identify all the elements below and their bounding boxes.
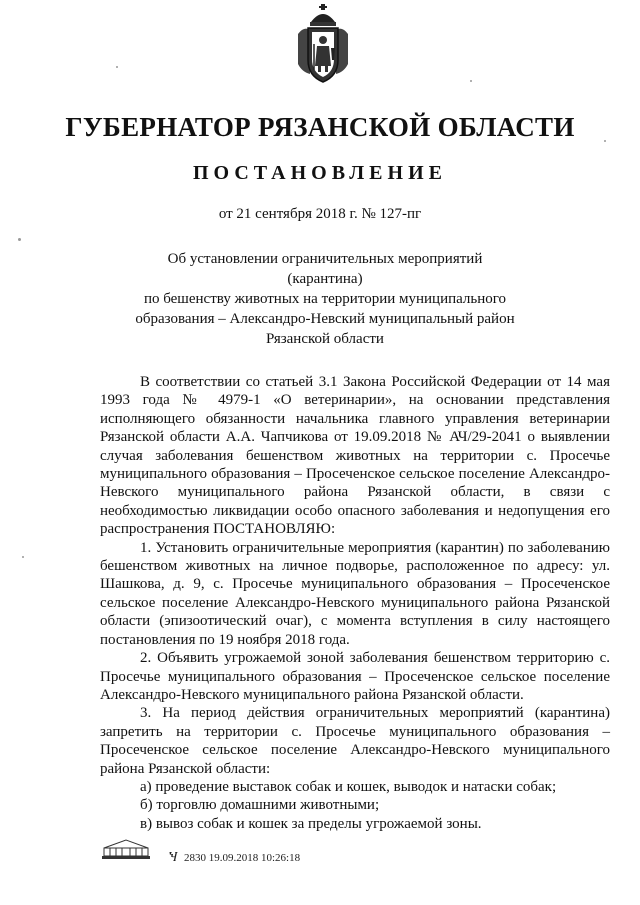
item-2-paragraph: 2. Объявить угрожаемой зоной заболевания бешенством территорию с. Просечье муниципального образования – Просеченское сельское поселение Александро-Невского муниципального района Рязанской области. xyxy=(100,650,610,703)
preamble-paragraph: В соответствии со статьей 3.1 Закона Российской Федерации от 14 мая 1993 года № 4979-1 «О ветеринарии», на основании представления исполняющего обязанности начальника главного управления ветеринарии Рязанской области А.А. Чапчикова от 19.09.2018 № АЧ/29-2041 о выявлении случая заболевания бешенством животных на территории с. Просечье муниципального образования – Просеченское сельское поселение Александро-Невского муниципального района Рязанской области, в связи с необходимостью ликвидации особо опасного заболевания и недопущения его распространения ПОСТАНОВЛЯЮ: xyxy=(100,374,610,538)
coat-of-arms-icon xyxy=(294,4,352,84)
document-subject xyxy=(130,249,520,349)
scan-speck xyxy=(18,238,21,241)
item-3-paragraph: 3. На период действия ограничительных мероприятий (карантина) запретить на территории с. Просечье муниципального образования – Просеченское сельское поселение Александро-Невского муниципального района Рязанской области: xyxy=(100,705,610,777)
item-3a-paragraph: а) проведение выставок собак и кошек, выводок и натаски собак; xyxy=(140,778,557,795)
item-1-paragraph: 1. Установить ограничительные мероприятия (карантин) по заболеванию бешенством животных на личное подворье, расположенное по адресу: ул. Шашкова, д. 9, с. Просечье муниципального образования – Просеченское сельское поселение Александро-Невского муниципального района Рязанской области (эпизоотический очаг), с момента вступления в силу настоящего постановления по 19 ноября 2018 года. xyxy=(100,539,610,648)
scan-speck xyxy=(116,66,118,68)
registration-timestamp: 19.09.2018 10:26:18 xyxy=(208,852,301,864)
item-3b-paragraph: б) торговлю домашними животными; xyxy=(140,797,380,814)
building-stamp-icon xyxy=(100,838,152,860)
scan-speck xyxy=(470,80,472,82)
date-number: от 21 сентября 2018 г. № 127-пг xyxy=(218,206,422,222)
subject-line: Об установлении ограничительных мероприятий (карантина) xyxy=(167,251,483,287)
item-3c-paragraph: в) вывоз собак и кошек за пределы угрожаемой зоны. xyxy=(140,815,482,832)
registration-code: 2830 xyxy=(183,852,206,864)
registration-footer xyxy=(168,851,300,864)
scan-speck xyxy=(604,140,606,142)
subject-line: Рязанской области xyxy=(266,331,384,347)
document-body xyxy=(100,373,610,833)
document-type: ПОСТАНОВЛЕНИЕ xyxy=(193,162,447,184)
issuer-title: ГУБЕРНАТОР РЯЗАНСКОЙ ОБЛАСТИ xyxy=(65,112,575,142)
scan-speck xyxy=(22,556,24,558)
subject-line: образования – Александро-Невский муниципальный район xyxy=(135,311,515,327)
subject-line: по бешенству животных на территории муниципального xyxy=(143,291,507,307)
footer-mark: Ⴏ xyxy=(168,852,178,864)
